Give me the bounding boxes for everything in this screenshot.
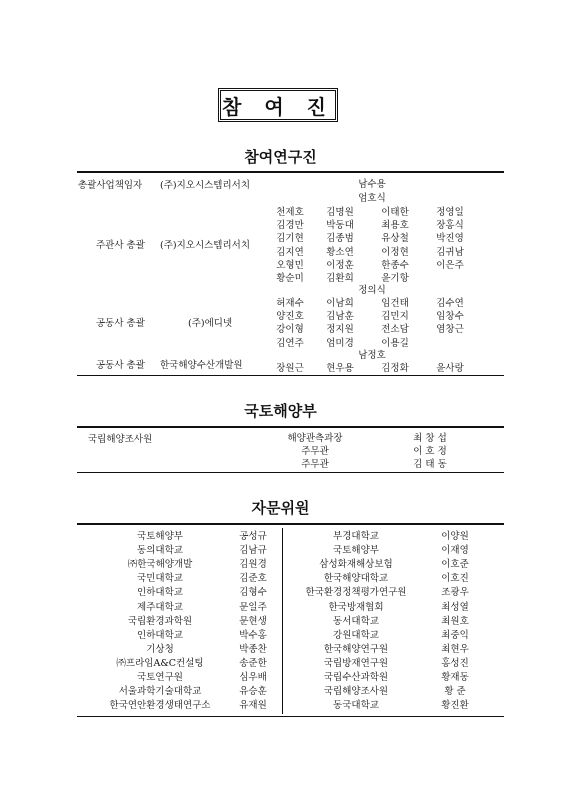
co-org1-role: 공동사 총괄: [96, 318, 145, 329]
ministry-position: 해양관측과장: [287, 433, 343, 444]
advisor-name: 공성규: [239, 531, 267, 542]
co-org2-name: 한국해양수산개발원: [160, 360, 243, 371]
member-name: 박진영: [436, 233, 464, 245]
member-name: 정지원: [326, 324, 354, 336]
advisor-org: 국토해양부: [333, 545, 379, 557]
advisor-org: 국민대학교: [137, 573, 183, 585]
member-name: 김정화: [381, 363, 409, 374]
co-org1-name: (주)에디넷: [188, 318, 233, 329]
advisor-org: 국립해양조사원: [323, 686, 389, 698]
general-lead-name-2: 엄호식: [358, 193, 386, 204]
advisor-name: 김형수: [239, 587, 267, 599]
advisor-org: 부경대학교: [333, 531, 379, 542]
advisory-bottom-rule: [77, 716, 504, 717]
advisory-top-rule: [77, 523, 504, 525]
member-name: 유상철: [381, 233, 409, 245]
member-name: 황소연: [326, 246, 354, 258]
advisor-name: 이재영: [441, 545, 469, 557]
member-name: 오형민: [276, 259, 304, 271]
advisor-name: 최현우: [441, 643, 469, 655]
member-name: 현우용: [326, 363, 354, 374]
advisor-name: 박종찬: [239, 643, 267, 655]
general-lead-org: (주)지오시스템리서치: [160, 180, 251, 191]
member-name: 김연주: [276, 337, 304, 349]
co-org2-head: 남정호: [358, 350, 386, 361]
advisor-org: 국토연구원: [137, 672, 183, 683]
advisor-name: 최원호: [441, 615, 469, 627]
member-name: 이정현: [381, 246, 409, 258]
ministry-org: 국립해양조사원: [88, 434, 153, 445]
advisor-name: 김원경: [239, 559, 267, 571]
ministry-section-title: 국토해양부: [244, 402, 317, 420]
advisor-name: 최성열: [441, 601, 469, 613]
advisor-org: 국토해양부: [137, 531, 183, 542]
member-name: 김민지: [381, 311, 409, 323]
member-name: 황순미: [276, 273, 304, 284]
advisory-section-title: 자문위원: [251, 499, 310, 517]
member-name: 김명원: [326, 207, 354, 218]
advisor-org: 동서대학교: [333, 615, 379, 627]
advisor-name: 문현생: [239, 615, 267, 627]
advisor-org: ㈜프라임A&C컨설팅: [116, 657, 204, 669]
general-lead-name-1: 남수용: [358, 179, 386, 190]
member-name: 임창수: [436, 311, 464, 323]
research-bottom-rule: [77, 375, 504, 376]
advisor-org: 인하대학교: [137, 587, 183, 599]
member-name: 장원근: [276, 363, 304, 374]
advisor-org: 동국대학교: [333, 700, 379, 712]
advisor-name: 이호준: [441, 559, 469, 571]
member-name: 염창근: [436, 324, 464, 336]
advisor-org: 삼성화재해상보험: [319, 559, 393, 571]
ministry-person: 김 태 동: [413, 459, 447, 470]
member-name: 김귀남: [436, 246, 464, 258]
member-name: 임건태: [381, 298, 409, 309]
member-name: 최용호: [381, 220, 409, 232]
member-name: 김기현: [276, 233, 304, 245]
ministry-person: 최 창 섭: [413, 433, 447, 444]
advisor-org: 기상청: [146, 643, 174, 655]
advisory-column-divider: [282, 528, 283, 714]
advisor-name: 이양원: [441, 531, 469, 542]
advisor-org: 강원대학교: [333, 629, 379, 641]
advisor-name: 박수홍: [239, 629, 267, 641]
member-name: 김종범: [326, 233, 354, 245]
advisor-org: 한국연안환경생태연구소: [109, 700, 211, 712]
member-name: 김환희: [326, 273, 354, 284]
advisor-org: ㈜한국해양개발: [127, 559, 193, 571]
member-name: 정영일: [436, 207, 464, 218]
advisor-org: 인하대학교: [137, 629, 183, 641]
member-name: 천제호: [276, 207, 304, 218]
research-section-title: 참여연구진: [244, 148, 317, 166]
page-title: 참 여 진: [218, 88, 338, 122]
member-name: 허재수: [276, 298, 304, 309]
member-name: 이용길: [381, 337, 409, 349]
member-name: 윤사랑: [436, 363, 464, 374]
member-name: 김지연: [276, 246, 304, 258]
advisor-name: 홍성진: [441, 657, 469, 669]
member-name: 김남훈: [326, 311, 354, 323]
member-name: 한종수: [381, 259, 409, 271]
member-name: 박동대: [326, 220, 354, 232]
advisor-org: 제주대학교: [137, 601, 183, 613]
member-name: 강이형: [276, 324, 304, 336]
ministry-person: 이 호 정: [413, 446, 447, 457]
ministry-bottom-rule: [77, 472, 504, 473]
advisor-name: 최중익: [441, 629, 469, 641]
advisor-org: 한국해양대학교: [323, 573, 389, 585]
member-name: 양진호: [276, 311, 304, 323]
co-org2-role: 공동사 총괄: [96, 360, 145, 371]
research-top-rule: [77, 171, 504, 173]
advisor-org: 서울과학기술대학교: [118, 686, 202, 698]
main-org-name: (주)지오시스템리서치: [160, 240, 251, 251]
advisor-name: 황 준: [444, 686, 466, 698]
member-name: 이태한: [381, 207, 409, 218]
ministry-position: 주무관: [301, 446, 329, 457]
advisor-org: 한국해양연구원: [323, 643, 389, 655]
advisor-org: 한국환경정책평가연구원: [305, 587, 407, 599]
member-name: 장홍식: [436, 220, 464, 232]
advisor-org: 국립방재연구원: [323, 657, 389, 669]
member-name: 엄미경: [326, 337, 354, 349]
advisor-org: 국립수산과학원: [323, 672, 389, 683]
ministry-position: 주무관: [301, 459, 329, 470]
advisor-name: 조광우: [441, 587, 469, 599]
advisor-name: 유승훈: [239, 686, 267, 698]
member-name: 전소담: [381, 324, 409, 336]
member-name: 윤기항: [381, 273, 409, 284]
advisor-name: 김남규: [239, 545, 267, 557]
advisor-name: 황진환: [441, 700, 469, 712]
member-name: 김수연: [436, 298, 464, 309]
advisor-name: 심우배: [239, 672, 267, 683]
member-name: 이남희: [326, 298, 354, 309]
advisor-name: 문일주: [239, 601, 267, 613]
advisor-name: 송준한: [239, 657, 267, 669]
advisor-org: 동의대학교: [137, 545, 183, 557]
member-name: 김경만: [276, 220, 304, 232]
advisor-name: 이호진: [441, 573, 469, 585]
member-name: 이은주: [436, 259, 464, 271]
ministry-top-rule: [77, 426, 504, 428]
main-org-role: 주관사 총괄: [96, 240, 145, 251]
general-lead-role: 총괄사업책임자: [78, 180, 143, 191]
advisor-name: 김준호: [239, 573, 267, 585]
co-org1-head: 정의식: [358, 285, 386, 296]
advisor-org: 국립환경과학원: [127, 615, 193, 627]
advisor-name: 황재동: [441, 672, 469, 683]
advisor-name: 유재원: [239, 700, 267, 712]
advisor-org: 한국방재협회: [328, 601, 384, 613]
member-name: 이정훈: [326, 259, 354, 271]
